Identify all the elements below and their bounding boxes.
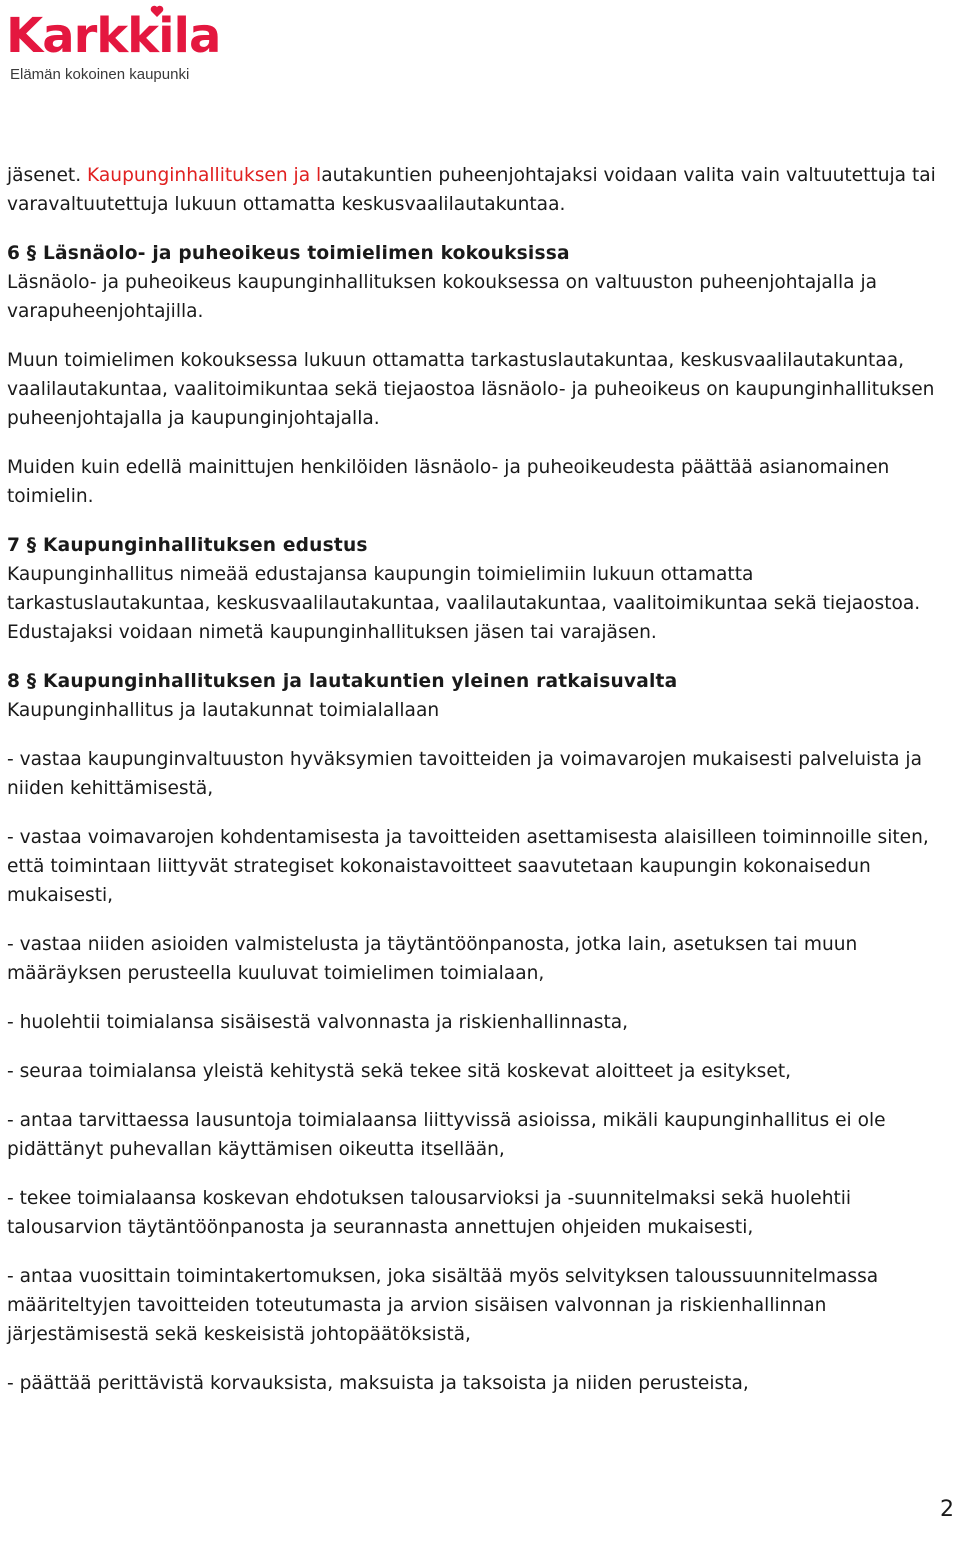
list-item: - vastaa kaupunginvaltuuston hyväksymien tavoitteiden ja voimavarojen mukaisesti palveluista ja niiden kehittämisestä, [7, 749, 922, 799]
list-item: - päättää perittävistä korvauksista, maksuista ja taksoista ja niiden perusteista, [7, 1373, 749, 1394]
karkkila-logo [6, 2, 221, 87]
paragraph-6b: Muun toimielimen kokouksessa lukuun ottamatta tarkastuslautakuntaa, keskusvaalilautakuntaa, vaalilautakuntaa, vaalitoimikuntaa sekä tiejaostoa läsnäolo- ja puheoikeus on kaupunginhallituksen puheenjohtajalla ja kaupunginjohtajalla. [7, 350, 935, 429]
logo-wordmark: Karkkila [6, 8, 221, 64]
document-body [7, 161, 952, 1398]
page-number: 2 [940, 1497, 954, 1522]
section-heading-7: 7 § Kaupunginhallituksen edustus [7, 535, 368, 556]
list-item: - vastaa niiden asioiden valmistelusta ja täytäntöönpanosta, jotka lain, asetuksen tai muun määräyksen perusteella kuuluvat toimielimen toimialaan, [7, 934, 858, 984]
logo-tagline: Elämän kokoinen kaupunki [10, 66, 190, 83]
paragraph-8: Kaupunginhallitus ja lautakunnat toimialallaan [7, 700, 440, 721]
paragraph-intro: jäsenet. Kaupunginhallituksen ja lautakuntien puheenjohtajaksi voidaan valita vain valtuutettuja tai varavaltuutettuja lukuun ottamatta keskusvaalilautakuntaa. [7, 165, 936, 215]
list-item: - seuraa toimialansa yleistä kehitystä sekä tekee sitä koskevat aloitteet ja esitykset, [7, 1061, 792, 1082]
paragraph-6a: Läsnäolo- ja puheoikeus kaupunginhallituksen kokouksessa on valtuuston puheenjohtajalla ja varapuheenjohtajilla. [7, 272, 878, 322]
list-item: - tekee toimialaansa koskevan ehdotuksen talousarvioksi ja -suunnitelmaksi sekä huolehtii talousarvion täytäntöönpanosta ja seurannasta annettujen ohjeiden mukaisesti, [7, 1188, 852, 1238]
list-item: - huolehtii toimialansa sisäisestä valvonnasta ja riskienhallinnasta, [7, 1012, 629, 1033]
highlighted-text: Kaupunginhallituksen ja l [87, 165, 322, 186]
section-heading-8: 8 § Kaupunginhallituksen ja lautakuntien yleinen ratkaisuvalta [7, 671, 678, 692]
list-item: - antaa vuosittain toimintakertomuksen, joka sisältää myös selvityksen taloussuunnitelmassa määriteltyjen tavoitteiden toteutumasta ja arvion sisäisen valvonnan ja riskienhallinnan järjestämisestä sekä keskeisistä johtopäätöksistä, [7, 1266, 879, 1345]
paragraph-7: Kaupunginhallitus nimeää edustajansa kaupungin toimielimiin lukuun ottamatta tarkastuslautakuntaa, keskusvaalilautakuntaa, vaalilautakuntaa, vaalitoimikuntaa sekä tiejaostoa. Edustajaksi voidaan nimetä kaupunginhallituksen jäsen tai varajäsen. [7, 564, 921, 643]
paragraph-6c: Muiden kuin edellä mainittujen henkilöiden läsnäolo- ja puheoikeudesta päättää asianomainen toimielin. [7, 457, 890, 507]
section-heading-6: 6 § Läsnäolo- ja puheoikeus toimielimen kokouksissa [7, 243, 570, 264]
list-item: - antaa tarvittaessa lausuntoja toimialaansa liittyvissä asioissa, mikäli kaupunginhallitus ei ole pidättänyt puhevallan käyttämisen oikeutta itsellään, [7, 1110, 886, 1160]
list-item: - vastaa voimavarojen kohdentamisesta ja tavoitteiden asettamisesta alaisilleen toiminnoille siten, että toimintaan liittyvät strategiset kokonaistavoitteet saavutetaan kaupungin kokonaisedun mukaisesti, [7, 827, 929, 906]
